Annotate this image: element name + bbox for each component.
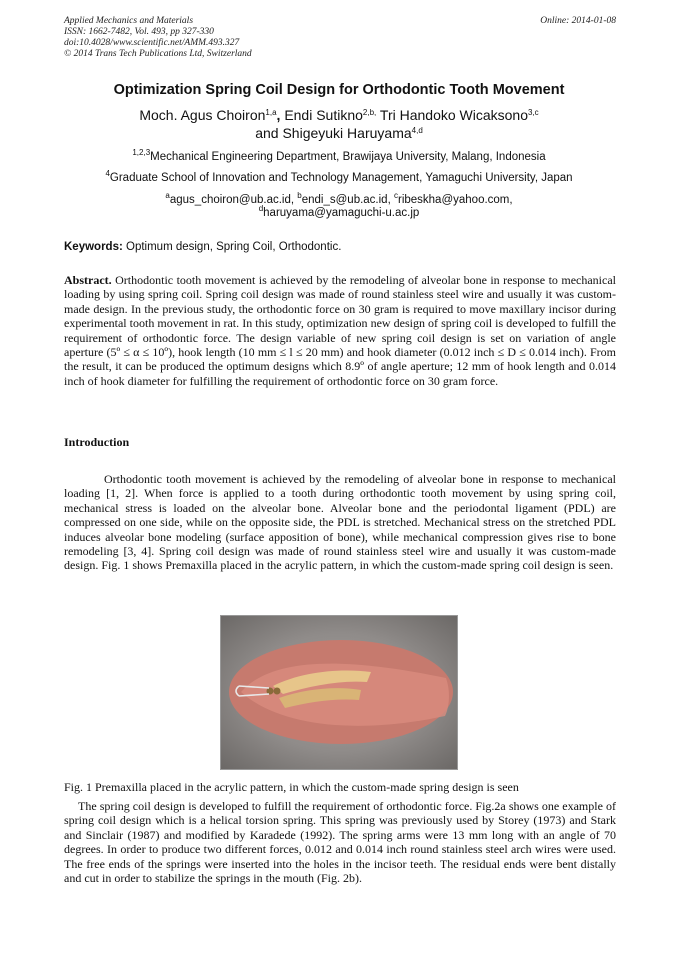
author-name: Tri Handoko Wicaksono [379,107,528,123]
affiliation-superscript: 4 [105,169,110,178]
author-superscript: 4,d [411,126,423,135]
email-link[interactable]: endi_s@ub.ac.id, [301,194,391,206]
abstract [64,273,616,388]
issn-line: ISSN: 1662-7482, Vol. 493, pp 327-330 [64,27,214,37]
section-heading-introduction: Introduction [64,435,130,449]
copyright-line: © 2014 Trans Tech Publications Ltd, Switzerland [64,49,252,59]
affiliation-text: Graduate School of Innovation and Technology Management, Yamaguchi University, Japan [109,172,573,184]
intro-paragraph-1: Orthodontic tooth movement is achieved by the remodeling of alveolar bone in response to mechanical loading [1, 2]. When force is applied to a tooth during orthodontic tooth movement by using spring coil, mechanical stress is loaded on the alveolar bone. Alveolar bone and the periodontal ligament (PDL) are compressed on one side, while on the opposite side, the PDL is stretched. Mechanical stress on the stretched PDL induces alveolar bone modeling (surface apposition of bone), while mechanical compression gives rise to bone remodeling [3, 4]. Spring coil design was made of round stainless steel wire and usually it was custom-made design. Fig. 1 shows Premaxilla placed in the acrylic pattern, in which the custom-made spring coil design is seen. [64,472,616,573]
affiliation-superscript: 1,2,3 [132,148,151,157]
author-name: Shigeyuki Haruyama [282,125,412,141]
email-superscript: a [165,191,170,200]
author-superscript: 3,c [528,108,539,117]
author-superscript: 1,a [265,108,277,117]
keywords [64,241,616,253]
author-superscript: 2,b, [362,108,377,117]
affiliation-1 [40,148,638,164]
email-link[interactable]: ribeskha@yahoo.com, [397,194,513,206]
intro-paragraph-2: The spring coil design is developed to fulfill the requirement of orthodontic force. Fig.2a shows one example of spring coil design which is a helical torsion spring. This spring was previously used by Storey (1973) and Stark and Sinclair (1987) and modified by Karadede (1992). The spring arms were 13 mm long with an angle of 70 degrees. In order to produce two different forces, 0.012 and 0.014 inch round stainless steel arch wires were used. The free ends of the springs were inserted into the holes in the incisor teeth. The residual ends were bent distally and cut in order to stabilize the springs in the mouth (Fig. 2b). [64,799,616,886]
paper-title: Optimization Spring Coil Design for Orthodontic Tooth Movement [113,82,565,98]
author-conjunction: and [255,125,279,141]
abstract-label: Abstract. [64,273,112,287]
author-name: Endi Sutikno [284,107,363,123]
doi-line: doi:10.4028/www.scientific.net/AMM.493.327 [64,38,240,48]
online-date: Online: 2014-01-08 [540,16,616,26]
email-link[interactable]: agus_choiron@ub.ac.id, [169,194,295,206]
email-link[interactable]: haruyama@yamaguchi-u.ac.jp [263,207,420,219]
email-superscript: b [297,191,302,200]
email-superscript: d [258,204,264,213]
keywords-label: Keywords: [64,241,123,253]
journal-header [64,16,616,60]
affiliation-text: Mechanical Engineering Department, Brawijaya University, Malang, Indonesia [150,151,546,163]
author-name: Moch. Agus Choiron [139,107,266,123]
email-superscript: c [393,191,398,200]
journal-name: Applied Mechanics and Materials [64,16,194,26]
affiliation-2 [40,169,638,185]
incisor-right [274,688,281,695]
keywords-text: Optimum design, Spring Coil, Orthodontic. [126,241,342,253]
email-list [40,191,638,220]
premaxilla-photo-illustration [221,616,457,769]
author-list: Moch. Agus Choiron$^{1,a}$, Endi Sutikno$^{2,b,}$ Tri Handoko Wicaksono$^{3,c}$ and Shigeyuki Haruyama$^{4,d}$ [139,107,539,141]
abstract-text: Orthodontic tooth movement is achieved by the remodeling of alveolar bone in response to mechanical loading by using spring coil. Spring coil design was made of round stainless steel wire and usually it was custom-made design. In the previous study, the orthodontic force on 30 gram is required to move maxillary incisor during experimental tooth movement in rat. In this study, optimization new design of spring coil is developed to fulfill the requirement of orthodontic force. The design variable of new spring coil design is set on variation of angle aperture (5º ≤ α ≤ 10º), hook length (10 mm ≤ l ≤ 20 mm) and hook diameter (0.012 inch ≤ D ≤ 0.014 inch). From the result, it can be produced the optimum designs which 8.9º of angle aperture; 12 mm of hook length and 0.014 inch of hook diameter for fulfilling the requirement of orthodontic force on 30 gram force. [64,273,617,388]
figure-1-caption: Fig. 1 Premaxilla placed in the acrylic pattern, in which the custom-made spring design is seen [64,780,519,794]
figure-1-photo [220,615,458,770]
